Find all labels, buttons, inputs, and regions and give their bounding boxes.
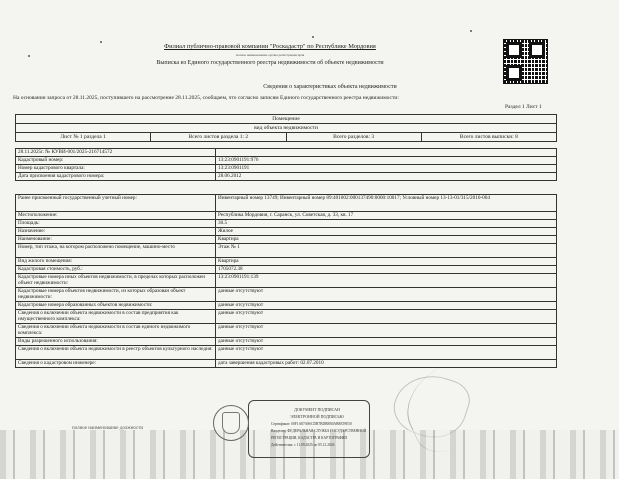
- table-row: [16, 302, 557, 310]
- row-value: Квартира: [216, 236, 557, 244]
- row-label: Кадастровые номера иных объектов недвижимости, в пределах которых расположен объект недвижимости:: [16, 274, 216, 288]
- total-sections: Всего разделов: 3: [287, 133, 422, 141]
- table-row: [16, 220, 557, 228]
- row-label: Местоположение:: [16, 212, 216, 220]
- table-row: [16, 228, 557, 236]
- request-number-value: [216, 149, 557, 157]
- org-subtitle: полное наименование органа регистрации прав: [235, 53, 305, 57]
- row-label: Номер кадастрового квартала:: [16, 165, 216, 173]
- row-label: Сведения о включении объекта недвижимости в состав предприятия как имущественного комплекса:: [16, 310, 216, 324]
- table-row: [16, 324, 557, 338]
- row-value: Республика Мордовия, г. Саранск, ул. Советская, д. 33, кв. 17: [216, 212, 557, 220]
- row-label: Кадастровые номера образованных объектов недвижимости:: [16, 302, 216, 310]
- scan-speck: [312, 36, 314, 38]
- row-value: Инвентарный номер 13749; Инвентарный номер 89:401002:000137490:0000:10017; Условный номер 13-13-01/315/2010-004: [216, 195, 557, 212]
- scan-speck: [28, 55, 30, 57]
- row-value: Этаж № 1: [216, 244, 557, 258]
- table-row: [16, 274, 557, 288]
- section-title: Сведения о характеристиках объекта недвижимости: [263, 84, 397, 90]
- sheets-in-section: Всего листов раздела 1: 2: [151, 133, 286, 141]
- table-row: [16, 338, 557, 346]
- qr-code-icon: [503, 39, 548, 84]
- stamp-line: ЭЛЕКТРОННОЙ ПОДПИСЬЮ: [290, 414, 344, 419]
- table-row: [16, 157, 557, 165]
- row-value: 13:23:0901191:139: [216, 274, 557, 288]
- row-label: Наименование:: [16, 236, 216, 244]
- object-type: Помещение: [15, 114, 557, 123]
- row-label: Площадь:: [16, 220, 216, 228]
- table-row: [16, 258, 557, 266]
- row-value: данные отсутствуют: [216, 346, 557, 360]
- row-value: данные отсутствуют: [216, 302, 557, 310]
- document-title: Выписка из Единого государственного реестра недвижимости об объекте недвижимости: [156, 60, 384, 66]
- request-number: 28.11.2025г. № КУВИ-001/2025-216714572: [16, 149, 216, 157]
- row-value: Жилое: [216, 228, 557, 236]
- sheet-number: Лист № 1 раздела 1: [16, 133, 151, 141]
- scan-speck: [100, 41, 102, 43]
- row-label: Вид жилого помещения:: [16, 258, 216, 266]
- row-label: Сведения о кадастровом инженере:: [16, 360, 216, 368]
- table-row: [16, 149, 557, 157]
- stamp-line: ДОКУМЕНТ ПОДПИСАН: [294, 407, 340, 412]
- row-value: данные отсутствуют: [216, 324, 557, 338]
- row-label: Дата присвоения кадастрового номера:: [16, 173, 216, 181]
- ident-table: [15, 148, 557, 181]
- org-name: Филиал публично-правовой компании "Роскадастр" по Республике Мордовия: [164, 43, 376, 50]
- table-row: [16, 244, 557, 258]
- table-row: [16, 212, 557, 220]
- row-value: данные отсутствуют: [216, 288, 557, 302]
- row-value: дата завершения кадастровых работ: 02.07.2010: [216, 360, 557, 368]
- cadastral-number: 13:23:0901191:976: [216, 157, 557, 165]
- sheet-info-row: [15, 133, 557, 142]
- table-row: [16, 165, 557, 173]
- table-row: [16, 266, 557, 274]
- row-value: данные отсутствуют: [216, 338, 557, 346]
- table-row: [16, 310, 557, 324]
- row-label: Ранее присвоенный государственный учетный номер:: [16, 195, 216, 212]
- object-type-caption: вид объекта недвижимости: [15, 123, 557, 133]
- section-sheet-label: Раздел 1 Лист 1: [505, 104, 542, 110]
- intro-text: На основании запроса от 28.11.2025, поступившего на рассмотрение 28.11.2025, сообщаем, что согласно записям Единого государственного реестра недвижимости:: [13, 95, 399, 101]
- stamp-line: Владелец: ФЕДЕРАЛЬНАЯ СЛУЖБА ГОСУДАРСТВЕННОЙ: [271, 429, 367, 433]
- stamp-line: РЕГИСТРАЦИИ, КАДАСТРА И КАРТОГРАФИИ: [271, 436, 347, 440]
- scan-speck: [470, 30, 472, 32]
- row-value: данные отсутствуют: [216, 310, 557, 324]
- row-label: Назначение:: [16, 228, 216, 236]
- table-row: [16, 173, 557, 181]
- row-label: Виды разрешенного использования:: [16, 338, 216, 346]
- row-label: Сведения о включении объекта недвижимости в состав единого недвижимого комплекса:: [16, 324, 216, 338]
- object-type-block: [15, 114, 557, 142]
- row-value: Квартира: [216, 258, 557, 266]
- stamp-line: Сертификат: 00F1A87A86CDB7BDB8B0AB8E59E50: [271, 422, 352, 426]
- row-label: Сведения о включении объекта недвижимости в реестр объектов культурного наследия:: [16, 346, 216, 360]
- stamp-line: Действителен: с 11.09.2025 по 05.12.2026: [271, 443, 335, 447]
- table-row: [16, 195, 557, 212]
- row-label: Кадастровые номера объектов недвижимости, из которых образован объект недвижимости:: [16, 288, 216, 302]
- row-label: Кадастровая стоимость, руб.:: [16, 266, 216, 274]
- row-value: 1705072.38: [216, 266, 557, 274]
- assignment-date: 28.06.2012: [216, 173, 557, 181]
- characteristics-table: [15, 194, 557, 368]
- emblem-icon: [213, 405, 249, 441]
- table-row: [16, 288, 557, 302]
- table-row: [16, 236, 557, 244]
- row-label: Кадастровый номер:: [16, 157, 216, 165]
- position-caption: полное наименование должности: [72, 426, 144, 431]
- total-sheets: Всего листов выписки: 8: [459, 134, 518, 140]
- row-value: 30.5: [216, 220, 557, 228]
- cadastral-quarter: 13:23:0901191: [216, 165, 557, 173]
- digital-signature-stamp: [248, 400, 370, 458]
- row-label: Номер, тип этажа, на котором расположено помещение, машино-место: [16, 244, 216, 258]
